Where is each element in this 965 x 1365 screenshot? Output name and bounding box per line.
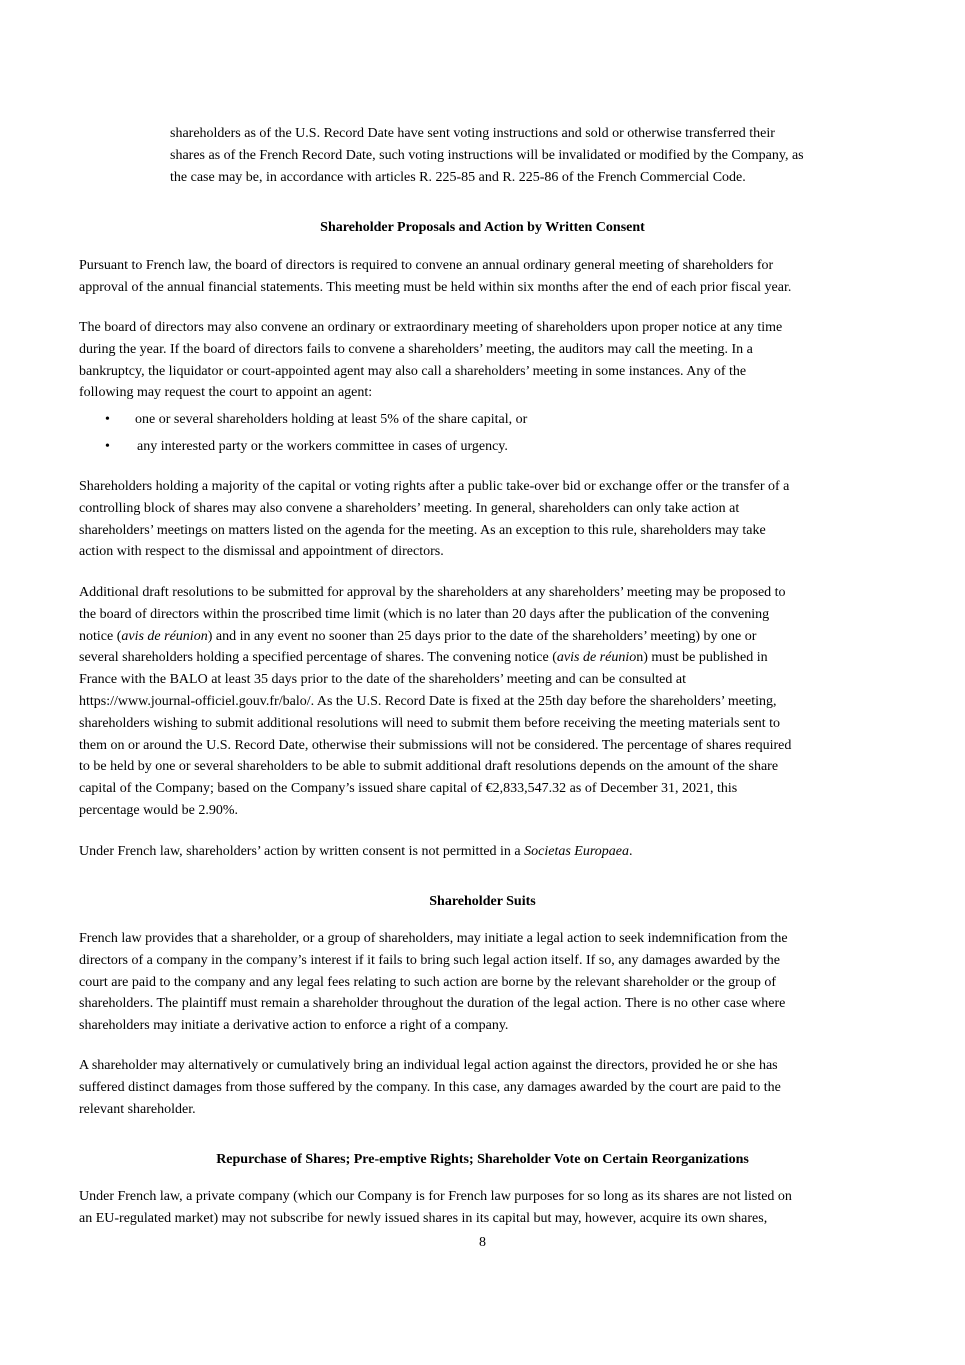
text-line (79, 626, 791, 648)
text-line: to be held by one or several shareholders to be able to submit additional draft resolutions depends on the amount of the share (79, 759, 779, 775)
section-heading-repurchase: Repurchase of Shares; Pre-emptive Rights; Shareholder Vote on Certain Reorganizations (216, 1152, 749, 1167)
text-line: directors of a company in the company’s interest if it fails to bring such legal action itself. If so, any damages awarded by the (79, 952, 780, 968)
text-line: The board of directors may also convene an ordinary or extraordinary meeting of shareholders upon proper notice at any time (79, 320, 783, 335)
bullet-text: one or several shareholders holding at least 5% of the share capital, or (135, 412, 528, 427)
text-line: shareholders wishing to submit additional resolutions will need to submit them before receiving the meeting materials sent to (79, 715, 781, 731)
text-segment: several shareholders holding a specified percentage of shares. The convening notice ( (79, 650, 557, 666)
text-line: Under French law, a private company (which our Company is for French law purposes for so long as its shares are not listed on (79, 1189, 792, 1204)
text-line: shares as of the French Record Date, such voting instructions will be invalidated or modified by the Company, as (170, 147, 804, 163)
proposals-paragraph-2 (79, 317, 782, 404)
suits-paragraph-1 (79, 928, 788, 1037)
text-line: controlling block of shares may also convene a shareholders’ meeting. In general, shareholders can only take action at (79, 500, 740, 516)
italic-term: avis de réunion (121, 628, 208, 644)
text-line: https://www.journal-officiel.gouv.fr/balo/. As the U.S. Record Date is fixed at the 25th day before the shareholders’ meeting, (79, 693, 777, 709)
text-segment: ) and in any event no sooner than 25 days prior to the date of the shareholders’ meeting) by one or (207, 628, 757, 644)
text-segment: Under French law, shareholders’ action by written consent is not permitted in a (79, 844, 525, 859)
bullet-marker: • (105, 439, 110, 454)
section-heading-suits: Shareholder Suits (429, 894, 536, 909)
text-line: action with respect to the dismissal and appointment of directors. (79, 544, 444, 560)
text-line: shareholders as of the U.S. Record Date have sent voting instructions and sold or otherwise transferred their (170, 126, 775, 141)
text-line: during the year. If the board of directors fails to convene a shareholders’ meeting, the auditors may call the meeting. In a (79, 341, 753, 357)
repurchase-paragraph-1 (79, 1186, 792, 1230)
text-line (79, 841, 633, 863)
text-line: capital of the Company; based on the Company’s issued share capital of €2,833,547.32 as of December 31, 2021, this (79, 781, 738, 797)
proposals-paragraph-1 (79, 255, 791, 299)
text-line: court are paid to the company and any legal fees relating to such action are borne by the relevant shareholder or the group of (79, 974, 777, 990)
proposals-paragraph-4 (79, 582, 791, 822)
bullet-item (105, 436, 508, 458)
bullet-text: any interested party or the workers committee in cases of urgency. (137, 439, 508, 454)
text-segment: . (629, 844, 633, 859)
text-line: shareholders. The plaintiff must remain a shareholder throughout the duration of the legal action. There is no other case where (79, 996, 786, 1012)
text-line: suffered distinct damages from those suffered by the company. In this case, any damages awarded by the court are paid to the (79, 1079, 781, 1095)
bullet-item (105, 409, 528, 431)
text-line: them on or around the U.S. Record Date, otherwise their submissions will not be considered. The percentage of shares required (79, 737, 792, 753)
text-line: percentage would be 2.90%. (79, 802, 238, 818)
text-segment: n) must be published in (636, 650, 768, 666)
text-line: following may request the court to appoint an agent: (79, 385, 373, 401)
text-line: the case may be, in accordance with articles R. 225-85 and R. 225-86 of the French Commercial Code. (170, 169, 746, 185)
text-segment: notice ( (79, 628, 122, 644)
text-line: the board of directors within the proscribed time limit (which is no later than 20 days after the publication of the convening (79, 606, 770, 622)
text-line: approval of the annual financial statements. This meeting must be held within six months after the end of each prior fiscal year. (79, 279, 792, 295)
text-line: France with the BALO at least 35 days prior to the date of the shareholders’ meeting and can be consulted at (79, 672, 686, 688)
intro-paragraph (170, 123, 804, 188)
text-line: shareholders may initiate a derivative action to enforce a right of a company. (79, 1018, 509, 1034)
italic-term: avis de réunio (556, 650, 637, 666)
text-line: shareholders’ meetings on matters listed on the agenda for the meeting. As an exception to this rule, shareholders may take (79, 522, 766, 538)
text-line: bankruptcy, the liquidator or court-appointed agent may also call a shareholders’ meeting in some instances. Any of the (79, 363, 747, 379)
proposals-paragraph-5 (79, 841, 633, 863)
bullet-marker: • (105, 412, 110, 427)
suits-paragraph-2 (79, 1055, 781, 1120)
text-line: Additional draft resolutions to be submitted for approval by the shareholders at any shareholders’ meeting may be proposed to (79, 585, 786, 600)
text-line: an EU-regulated market) may not subscribe for newly issued shares in its capital but may, however, acquire its own shares, (79, 1210, 768, 1226)
text-line: French law provides that a shareholder, or a group of shareholders, may initiate a legal action to seek indemnification from the (79, 931, 788, 946)
text-line: relevant shareholder. (79, 1101, 196, 1117)
section-heading-proposals: Shareholder Proposals and Action by Written Consent (320, 220, 645, 235)
text-line: Shareholders holding a majority of the capital or voting rights after a public take-over bid or exchange offer or the transfer of a (79, 479, 790, 494)
italic-term: Societas Europaea (524, 844, 630, 859)
text-line (79, 647, 791, 669)
page-number: 8 (479, 1235, 486, 1250)
text-line: Pursuant to French law, the board of directors is required to convene an annual ordinary general meeting of shareholders for (79, 258, 774, 273)
proposals-paragraph-3 (79, 476, 789, 563)
text-line: A shareholder may alternatively or cumulatively bring an individual legal action against the directors, provided he or she has (79, 1058, 778, 1073)
